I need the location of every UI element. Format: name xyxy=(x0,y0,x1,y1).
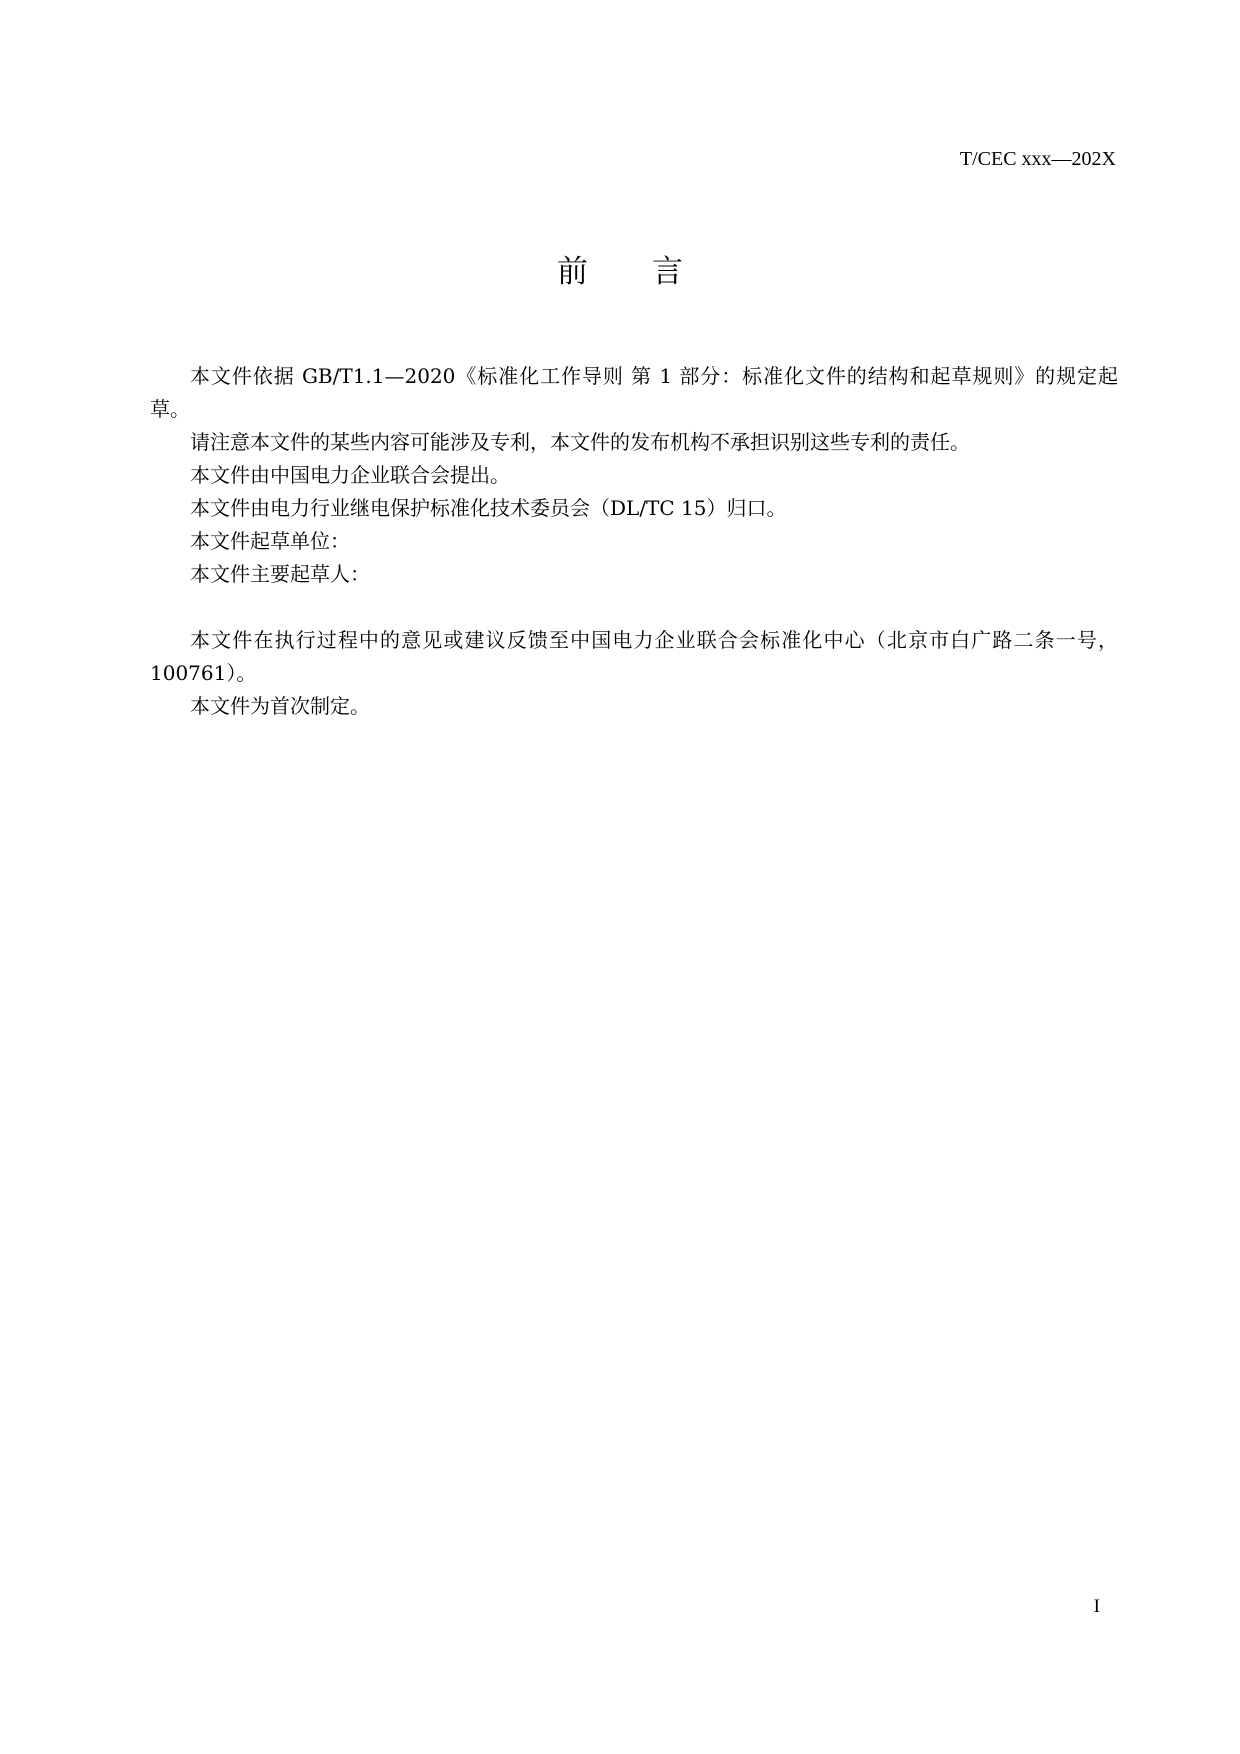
paragraph-first-edition: 本文件为首次制定。 xyxy=(190,694,370,718)
paragraph-main-drafters: 本文件主要起草人： xyxy=(190,562,370,586)
paragraph-drafting-units: 本文件起草单位： xyxy=(190,529,350,553)
foreword-body xyxy=(150,360,1118,723)
paragraph-spacer xyxy=(150,591,1118,624)
title-char-1: 前 xyxy=(557,254,588,290)
paragraph-committee: 本文件由电力行业继电保护标准化技术委员会（DL/TC 15）归口。 xyxy=(190,496,787,520)
standard-code: T/CEC xxx—202X xyxy=(959,148,1116,170)
page-number: I xyxy=(1093,1596,1100,1617)
paragraph-drafting-basis: 本文件依据 GB/T1.1—2020《标准化工作导则 第 1 部分：标准化文件的结构和起草规则》的规定起草。 xyxy=(150,364,1118,421)
paragraph-feedback: 本文件在执行过程中的意见或建议反馈至中国电力企业联合会标准化中心（北京市白广路二条一号，100761）。 xyxy=(150,628,1118,685)
paragraph-patent-notice: 请注意本文件的某些内容可能涉及专利，本文件的发布机构不承担识别这些专利的责任。 xyxy=(190,430,970,454)
paragraph-proposer: 本文件由中国电力企业联合会提出。 xyxy=(190,463,510,487)
title-char-2: 言 xyxy=(652,254,683,290)
page-title xyxy=(0,252,1240,292)
